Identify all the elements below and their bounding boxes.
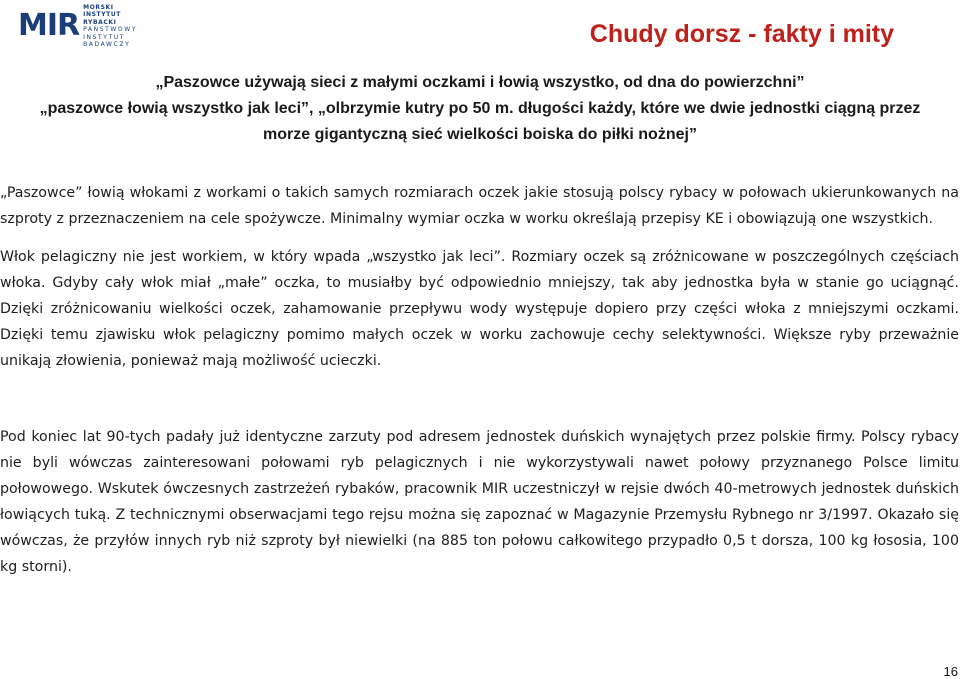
logo-wordmark: MIR	[18, 8, 80, 43]
paragraph-paszowce-nets: „Paszowce” łowią włokami z workami o takich samych rozmiarach oczek jakie stosują polscy rybacy w połowach ukierunkowanych na szproty z przeznaczeniem na cele spożywcze. Minimalny wymiar oczka w worku określają przepisy KE i obowiązują one wszystkich.	[0, 185, 959, 227]
quote-line-2: „paszowce łowią wszystko jak leci”, „olbrzymie kutry po 50 m. długości każdy, które we dwie jednostki ciągną przez morze gigantyczną sieć wielkości boiska do piłki nożnej”	[39, 100, 921, 143]
logo-institute-name: MORSKI INSTYTUT RYBACKI PAŃSTWOWY INSTYTUT BADAWCZY	[83, 3, 138, 48]
quote-line-1: „Paszowce używają sieci z małymi oczkami i łowią wszystko, od dna do powierzchni”	[155, 74, 805, 91]
page-number: 16	[943, 664, 958, 679]
page-title: Chudy dorsz - fakty i mity	[589, 20, 894, 48]
mir-logo	[16, 2, 138, 50]
paragraph-danish-vessels: Pod koniec lat 90-tych padały już identyczne zarzuty pod adresem jednostek duńskich wynajętych przez polskie firmy. Polscy rybacy nie byli wówczas zainteresowani połowami ryb pelagicznych i nie wykorzystywali nawet połowy przyznanego Polsce limitu połowowego. Wskutek ówczesnych zastrzeżeń rybaków, pracownik MIR uczestniczył w rejsie dwóch 40-metrowych jednostek duńskich łowiących tuką. Z technicznymi obserwacjami tego rejsu można się zapoznać w Magazynie Przemysłu Rybnego nr 3/1997. Okazało się wówczas, że przyłów innych ryb niż szproty był niewielki (na 885 ton połowu całkowitego przypadło 0,5 t dorsza, 100 kg łososia, 100 kg storni).	[0, 429, 959, 575]
paragraph-pelagic-trawl: Włok pelagiczny nie jest workiem, w który wpada „wszystko jak leci”. Rozmiary oczek są zróżnicowane w poszczególnych częściach włoka. Gdyby cały włok miał „małe” oczka, to musiałby być odpowiednio mniejszy, tak aby jednostka była w stanie go uciągnąć. Dzięki zróżnicowaniu wielkości oczek, zahamowanie przepływu wody występuje dopiero przy części włoka z mniejszymi oczkami. Dzięki temu zjawisku włok pelagiczny pomimo małych oczek w worku zachowuje cechy selektywności. Większe ryby przeważnie unikają złowienia, ponieważ mają możliwość ucieczki.	[0, 249, 959, 369]
